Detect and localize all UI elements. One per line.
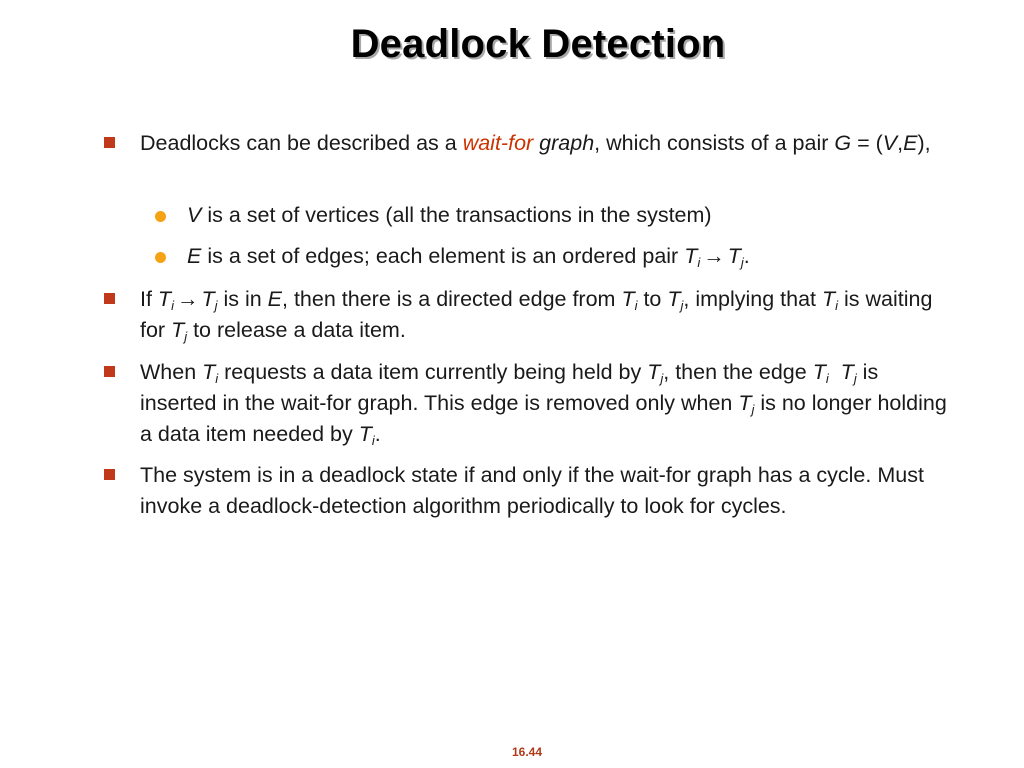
slide-title: Deadlock Detection	[350, 22, 726, 66]
text-fragment: is in	[217, 287, 268, 311]
symbol-t: T	[171, 318, 185, 342]
text-fragment: When	[140, 360, 203, 384]
text-fragment: , then there is a directed edge from	[282, 287, 622, 311]
symbol-t: T	[621, 287, 635, 311]
subscript-i: i	[215, 371, 219, 386]
text-fragment: .	[374, 422, 381, 446]
arrow-icon: →	[176, 287, 199, 311]
symbol-g: G	[834, 131, 852, 155]
text-fragment: .	[743, 244, 750, 268]
subscript-j: j	[740, 255, 744, 270]
page-number: 16.44	[511, 745, 543, 759]
text-fragment: to release a data item.	[187, 318, 406, 342]
square-bullet-icon	[104, 293, 115, 304]
wait-for-term: wait-for	[462, 131, 534, 155]
subscript-i: i	[371, 433, 375, 448]
symbol-v: V	[882, 131, 898, 155]
sub-bullet-vertices	[187, 200, 947, 231]
text-fragment: is inserted in the wait-for graph. This edge is removed only when	[140, 360, 879, 415]
text-fragment: , implying that	[683, 287, 823, 311]
text-fragment: Deadlocks can be described as a	[140, 131, 463, 155]
subscript-j: j	[853, 371, 857, 386]
bullet-edge-inserted	[140, 357, 950, 450]
text-fragment: , which consists of a pair	[594, 131, 835, 155]
symbol-t: T	[727, 244, 741, 268]
symbol-t: T	[358, 422, 372, 446]
arrow-icon: →	[703, 244, 725, 268]
round-bullet-icon	[155, 211, 166, 222]
subscript-j: j	[751, 402, 755, 417]
text-fragment: is waiting for	[140, 287, 933, 342]
symbol-t: T	[822, 287, 836, 311]
sub-bullet-edges	[187, 241, 947, 272]
subscript-j: j	[660, 371, 664, 386]
subscript-j: j	[680, 298, 684, 313]
text-fragment: to	[637, 287, 668, 311]
round-bullet-icon	[155, 252, 166, 263]
bullet-deadlock-state: The system is in a deadlock state if and only if the wait-for graph has a cycle. Must invoke a deadlock-detection algorithm periodically to look for cycles.	[140, 463, 924, 518]
symbol-e: E	[267, 287, 283, 311]
symbol-t: T	[840, 360, 854, 384]
text-fragment: = (	[851, 131, 883, 155]
graph-term: graph	[539, 131, 595, 155]
symbol-t: T	[202, 360, 216, 384]
symbol-v: V	[187, 203, 202, 227]
symbol-t: T	[738, 391, 752, 415]
bullet-directed-edge	[140, 284, 950, 346]
symbol-t: T	[157, 287, 172, 311]
symbol-t: T	[667, 287, 681, 311]
symbol-e: E	[903, 131, 918, 155]
subscript-j: j	[214, 298, 218, 313]
subscript-i: i	[171, 298, 174, 313]
square-bullet-icon	[104, 366, 115, 377]
symbol-t: T	[647, 360, 661, 384]
subscript-i: i	[835, 298, 839, 313]
text-fragment: ,	[897, 131, 904, 155]
subscript-i: i	[825, 371, 829, 386]
text-fragment: is a set of edges; each element is an ordered pair	[201, 244, 685, 268]
symbol-t: T	[684, 244, 698, 268]
text-fragment: If	[140, 287, 158, 311]
subscript-i: i	[634, 298, 638, 313]
text-fragment: is a set of vertices (all the transactions in the system)	[201, 203, 712, 227]
bullet-wait-for-graph	[140, 128, 950, 159]
symbol-e: E	[187, 244, 202, 268]
text-fragment: is no longer holding a data item needed by	[140, 391, 947, 446]
subscript-j: j	[184, 329, 188, 344]
text-fragment: ),	[917, 131, 931, 155]
text-fragment: , then the edge	[663, 360, 813, 384]
symbol-t: T	[812, 360, 826, 384]
symbol-t: T	[201, 287, 215, 311]
text-fragment: requests a data item currently being held by	[218, 360, 648, 384]
square-bullet-icon	[104, 469, 115, 480]
subscript-i: i	[697, 255, 701, 270]
square-bullet-icon	[104, 137, 115, 148]
